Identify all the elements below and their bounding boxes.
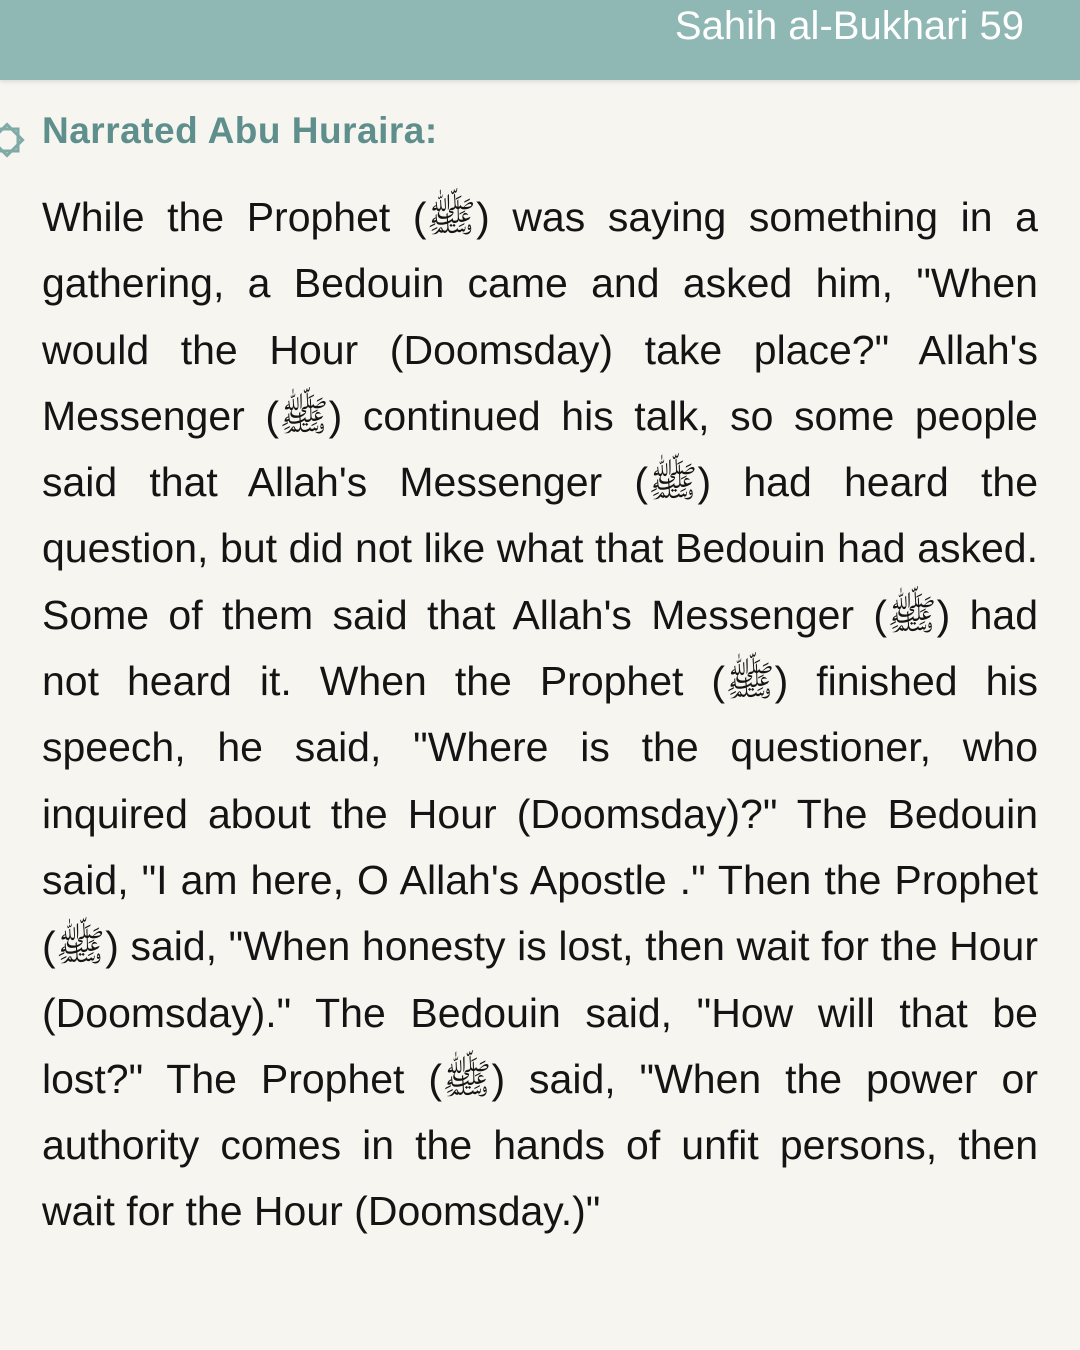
- narrator-heading: Narrated Abu Huraira:: [42, 110, 438, 151]
- header-bar: [0, 0, 1080, 80]
- hadith-reference-title: Sahih al-Bukhari 59: [674, 4, 1024, 48]
- hadith-body-text: While the Prophet (ﷺ) was saying something in a gathering, a Bedouin came and asked him, "When would the Hour (Doomsday) take place?" Allah's Messenger (ﷺ) continued his talk, so some people said that Allah's Messenger (ﷺ) had heard the question, but did not like what that Bedouin had asked. Some of them said that Allah's Messenger (ﷺ) had not heard it. When the Prophet (ﷺ) finished his speech, he said, "Where is the questioner, who inquired about the Hour (Doomsday)?" The Bedouin said, "I am here, O Allah's Apostle ." Then the Prophet (ﷺ) said, "When honesty is lost, then wait for the Hour (Doomsday)." The Bedouin said, "How will that be lost?" The Prophet (ﷺ) said, "When the power or authority comes in the hands of unfit persons, then wait for the Hour (Doomsday.)": [42, 194, 1039, 1235]
- geometric-star-ornament-icon: [0, 116, 26, 166]
